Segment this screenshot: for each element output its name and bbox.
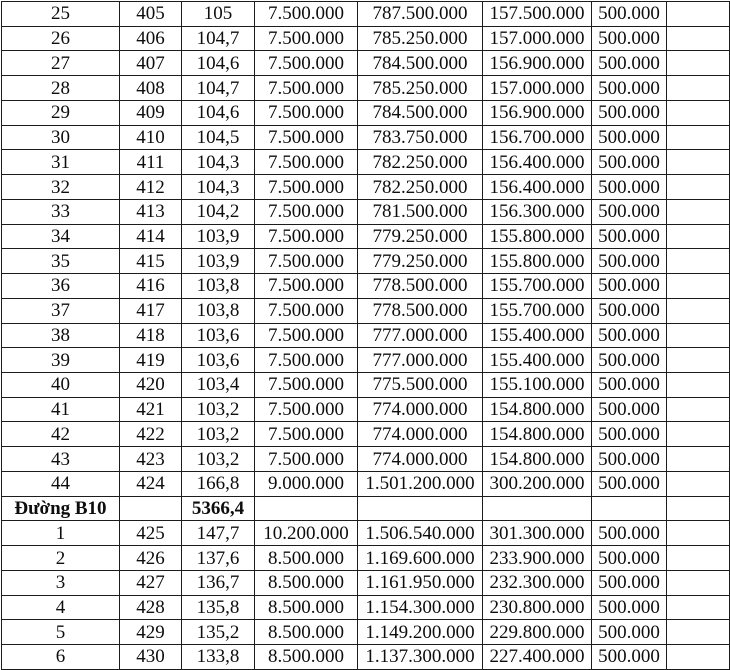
table-row [2, 26, 730, 51]
table-cell: 7.500.000 [255, 397, 358, 422]
table-cell: 787.500.000 [358, 2, 483, 27]
table-cell: 7.500.000 [255, 76, 358, 101]
table-cell: 500.000 [592, 2, 667, 27]
table-cell: 8.500.000 [255, 546, 358, 571]
table-row [2, 447, 730, 472]
table-cell: 774.000.000 [358, 447, 483, 472]
table-cell: 429 [120, 620, 182, 645]
table-cell: 104,6 [182, 51, 255, 76]
table-cell [667, 125, 730, 150]
table-cell: 155.100.000 [483, 373, 592, 398]
table-cell: 40 [2, 373, 120, 398]
table-cell: 44 [2, 471, 120, 496]
table-cell: 7.500.000 [255, 373, 358, 398]
table-cell: 500.000 [592, 274, 667, 299]
table-cell: 785.250.000 [358, 26, 483, 51]
table-cell: 103,2 [182, 397, 255, 422]
table-cell: 137,6 [182, 546, 255, 571]
table-row [2, 150, 730, 175]
table-cell: 147,7 [182, 521, 255, 546]
table-cell [667, 471, 730, 496]
table-cell: 777.000.000 [358, 348, 483, 373]
table-row [2, 645, 730, 670]
table-cell: 1.169.600.000 [358, 546, 483, 571]
table-row [2, 521, 730, 546]
table-cell: 419 [120, 348, 182, 373]
table-cell: 1.149.200.000 [358, 620, 483, 645]
table-cell: 500.000 [592, 348, 667, 373]
table-cell: 416 [120, 274, 182, 299]
table-cell: 427 [120, 570, 182, 595]
table-cell: 500.000 [592, 471, 667, 496]
table-cell: 104,5 [182, 125, 255, 150]
table-cell: 155.800.000 [483, 224, 592, 249]
table-cell: 10.200.000 [255, 521, 358, 546]
table-cell [667, 224, 730, 249]
table-cell: 156.400.000 [483, 150, 592, 175]
table-cell: 779.250.000 [358, 224, 483, 249]
table-cell: 232.300.000 [483, 570, 592, 595]
table-cell: 784.500.000 [358, 100, 483, 125]
table-cell: 4 [2, 595, 120, 620]
table-cell: 500.000 [592, 100, 667, 125]
table-cell: 406 [120, 26, 182, 51]
table-cell [667, 397, 730, 422]
table-row [2, 373, 730, 398]
table-cell: 778.500.000 [358, 298, 483, 323]
table-cell [667, 373, 730, 398]
table-cell: 155.700.000 [483, 274, 592, 299]
table-row [2, 595, 730, 620]
table-cell [667, 199, 730, 224]
table-cell: 428 [120, 595, 182, 620]
table-cell: 8.500.000 [255, 620, 358, 645]
table-cell: 43 [2, 447, 120, 472]
table-cell: 424 [120, 471, 182, 496]
table-cell: 500.000 [592, 224, 667, 249]
table-cell: 103,8 [182, 298, 255, 323]
table-cell: 1.137.300.000 [358, 645, 483, 670]
table-cell [667, 422, 730, 447]
table-cell: 31 [2, 150, 120, 175]
table-cell: 104,7 [182, 26, 255, 51]
table-cell: 426 [120, 546, 182, 571]
table-cell: 418 [120, 323, 182, 348]
table-cell: 42 [2, 422, 120, 447]
table-cell: 7.500.000 [255, 150, 358, 175]
table-cell: 415 [120, 249, 182, 274]
table-cell: 155.400.000 [483, 348, 592, 373]
table-cell [358, 496, 483, 521]
table-cell [667, 51, 730, 76]
land-price-table [1, 1, 730, 670]
table-cell: 779.250.000 [358, 249, 483, 274]
table-cell [120, 496, 182, 521]
table-cell [667, 546, 730, 571]
table-cell [667, 645, 730, 670]
table-row [2, 274, 730, 299]
table-cell: 36 [2, 274, 120, 299]
table-cell: 135,2 [182, 620, 255, 645]
table-cell: 103,4 [182, 373, 255, 398]
table-cell: 1.154.300.000 [358, 595, 483, 620]
table-cell: 410 [120, 125, 182, 150]
table-row [2, 199, 730, 224]
table-cell [667, 175, 730, 200]
table-cell: 500.000 [592, 645, 667, 670]
table-row [2, 100, 730, 125]
table-cell: 33 [2, 199, 120, 224]
table-cell: 28 [2, 76, 120, 101]
table-cell: 422 [120, 422, 182, 447]
table-cell: 500.000 [592, 620, 667, 645]
table-cell: 5366,4 [182, 496, 255, 521]
table-cell: 8.500.000 [255, 595, 358, 620]
table-cell: 500.000 [592, 199, 667, 224]
table-cell: 7.500.000 [255, 348, 358, 373]
table-cell: 154.800.000 [483, 447, 592, 472]
table-cell: 500.000 [592, 422, 667, 447]
table-cell: 7.500.000 [255, 224, 358, 249]
table-cell: 778.500.000 [358, 274, 483, 299]
table-cell: 784.500.000 [358, 51, 483, 76]
table-cell: 29 [2, 100, 120, 125]
table-cell: 34 [2, 224, 120, 249]
table-row [2, 422, 730, 447]
table-cell: 133,8 [182, 645, 255, 670]
table-cell: 777.000.000 [358, 323, 483, 348]
table-cell [667, 348, 730, 373]
table-row [2, 471, 730, 496]
table-cell: 103,2 [182, 422, 255, 447]
section-header-row [2, 496, 730, 521]
table-row [2, 175, 730, 200]
table-cell: 103,2 [182, 447, 255, 472]
table-cell: 411 [120, 150, 182, 175]
table-cell: 156.400.000 [483, 175, 592, 200]
table-cell: 500.000 [592, 125, 667, 150]
table-cell: 414 [120, 224, 182, 249]
table-cell [667, 150, 730, 175]
table-cell: 103,6 [182, 323, 255, 348]
table-cell: 1.501.200.000 [358, 471, 483, 496]
table-cell: 41 [2, 397, 120, 422]
table-cell: 405 [120, 2, 182, 27]
table-cell: 8.500.000 [255, 570, 358, 595]
table-cell: 7.500.000 [255, 125, 358, 150]
table-cell: 423 [120, 447, 182, 472]
table-cell: 37 [2, 298, 120, 323]
table-cell: 155.400.000 [483, 323, 592, 348]
table-cell: 1.506.540.000 [358, 521, 483, 546]
table-row [2, 249, 730, 274]
table-cell: 417 [120, 298, 182, 323]
table-cell: 7.500.000 [255, 298, 358, 323]
table-cell: 135,8 [182, 595, 255, 620]
table-cell: 155.700.000 [483, 298, 592, 323]
table-cell: 425 [120, 521, 182, 546]
table-cell: 103,8 [182, 274, 255, 299]
table-cell [667, 496, 730, 521]
table-cell: 2 [2, 546, 120, 571]
table-cell: 409 [120, 100, 182, 125]
table-cell: 35 [2, 249, 120, 274]
table-cell: 166,8 [182, 471, 255, 496]
table-row [2, 2, 730, 27]
table-row [2, 51, 730, 76]
table-cell [667, 298, 730, 323]
table-cell: 7.500.000 [255, 51, 358, 76]
table-cell: 39 [2, 348, 120, 373]
table-cell [667, 26, 730, 51]
table-cell: 500.000 [592, 323, 667, 348]
table-cell: 782.250.000 [358, 150, 483, 175]
table-cell: 156.300.000 [483, 199, 592, 224]
table-cell: 154.800.000 [483, 422, 592, 447]
table-cell: 157.000.000 [483, 26, 592, 51]
table-cell: 104,7 [182, 76, 255, 101]
table-cell: 7.500.000 [255, 323, 358, 348]
table-cell: 785.250.000 [358, 76, 483, 101]
table-row [2, 323, 730, 348]
table-cell: 9.000.000 [255, 471, 358, 496]
table-cell [667, 249, 730, 274]
table-row [2, 570, 730, 595]
section-header-label: Đường B10 [2, 496, 120, 521]
table-cell: 500.000 [592, 546, 667, 571]
table-cell: 7.500.000 [255, 100, 358, 125]
table-cell [667, 76, 730, 101]
table-body [2, 2, 730, 670]
table-cell: 32 [2, 175, 120, 200]
table-cell: 774.000.000 [358, 397, 483, 422]
table-cell: 229.800.000 [483, 620, 592, 645]
table-cell: 408 [120, 76, 182, 101]
table-cell: 8.500.000 [255, 645, 358, 670]
table-cell: 500.000 [592, 150, 667, 175]
table-cell: 233.900.000 [483, 546, 592, 571]
table-cell [667, 570, 730, 595]
table-cell: 1.161.950.000 [358, 570, 483, 595]
table-cell: 156.900.000 [483, 51, 592, 76]
table-cell: 154.800.000 [483, 397, 592, 422]
table-cell [667, 274, 730, 299]
table-cell: 7.500.000 [255, 199, 358, 224]
table-cell: 6 [2, 645, 120, 670]
table-cell: 155.800.000 [483, 249, 592, 274]
table-cell [667, 447, 730, 472]
table-cell: 775.500.000 [358, 373, 483, 398]
table-cell [667, 521, 730, 546]
table-cell: 156.700.000 [483, 125, 592, 150]
table-cell [667, 323, 730, 348]
table-cell: 30 [2, 125, 120, 150]
table-cell [667, 595, 730, 620]
table-cell: 104,2 [182, 199, 255, 224]
table-cell: 227.400.000 [483, 645, 592, 670]
table-cell: 105 [182, 2, 255, 27]
table-cell: 157.000.000 [483, 76, 592, 101]
table-row [2, 298, 730, 323]
table-cell: 412 [120, 175, 182, 200]
table-cell: 300.200.000 [483, 471, 592, 496]
table-row [2, 76, 730, 101]
table-cell: 500.000 [592, 298, 667, 323]
table-cell: 301.300.000 [483, 521, 592, 546]
table-cell: 413 [120, 199, 182, 224]
table-row [2, 546, 730, 571]
table-row [2, 620, 730, 645]
table-cell: 421 [120, 397, 182, 422]
table-cell: 157.500.000 [483, 2, 592, 27]
table-cell: 5 [2, 620, 120, 645]
table-cell: 7.500.000 [255, 422, 358, 447]
table-cell: 104,3 [182, 175, 255, 200]
table-cell: 38 [2, 323, 120, 348]
table-cell: 500.000 [592, 595, 667, 620]
table-cell: 420 [120, 373, 182, 398]
table-cell: 782.250.000 [358, 175, 483, 200]
table-cell: 136,7 [182, 570, 255, 595]
table-cell [483, 496, 592, 521]
table-cell: 25 [2, 2, 120, 27]
table-cell [255, 496, 358, 521]
table-row [2, 125, 730, 150]
table-cell: 500.000 [592, 570, 667, 595]
table-cell [667, 620, 730, 645]
table-cell: 500.000 [592, 521, 667, 546]
table-cell: 500.000 [592, 447, 667, 472]
table-cell: 500.000 [592, 175, 667, 200]
table-cell: 7.500.000 [255, 447, 358, 472]
table-cell: 156.900.000 [483, 100, 592, 125]
table-cell: 500.000 [592, 249, 667, 274]
table-cell [667, 2, 730, 27]
table-cell: 500.000 [592, 51, 667, 76]
table-cell: 7.500.000 [255, 274, 358, 299]
table-cell: 103,9 [182, 224, 255, 249]
table-cell: 781.500.000 [358, 199, 483, 224]
table-cell: 500.000 [592, 373, 667, 398]
table-cell [592, 496, 667, 521]
table-cell: 7.500.000 [255, 26, 358, 51]
table-cell: 500.000 [592, 397, 667, 422]
table-row [2, 348, 730, 373]
table-row [2, 397, 730, 422]
table-cell: 430 [120, 645, 182, 670]
table-cell: 7.500.000 [255, 175, 358, 200]
table-cell: 104,3 [182, 150, 255, 175]
table-cell: 103,6 [182, 348, 255, 373]
table-cell: 407 [120, 51, 182, 76]
table-cell: 1 [2, 521, 120, 546]
table-cell: 500.000 [592, 26, 667, 51]
table-cell: 3 [2, 570, 120, 595]
table-row [2, 224, 730, 249]
table-cell: 7.500.000 [255, 249, 358, 274]
table-cell: 7.500.000 [255, 2, 358, 27]
table-cell: 103,9 [182, 249, 255, 274]
table-cell: 783.750.000 [358, 125, 483, 150]
table-cell: 774.000.000 [358, 422, 483, 447]
table-cell: 26 [2, 26, 120, 51]
table-cell: 500.000 [592, 76, 667, 101]
table-cell: 230.800.000 [483, 595, 592, 620]
table-cell: 104,6 [182, 100, 255, 125]
table-cell: 27 [2, 51, 120, 76]
table-cell [667, 100, 730, 125]
